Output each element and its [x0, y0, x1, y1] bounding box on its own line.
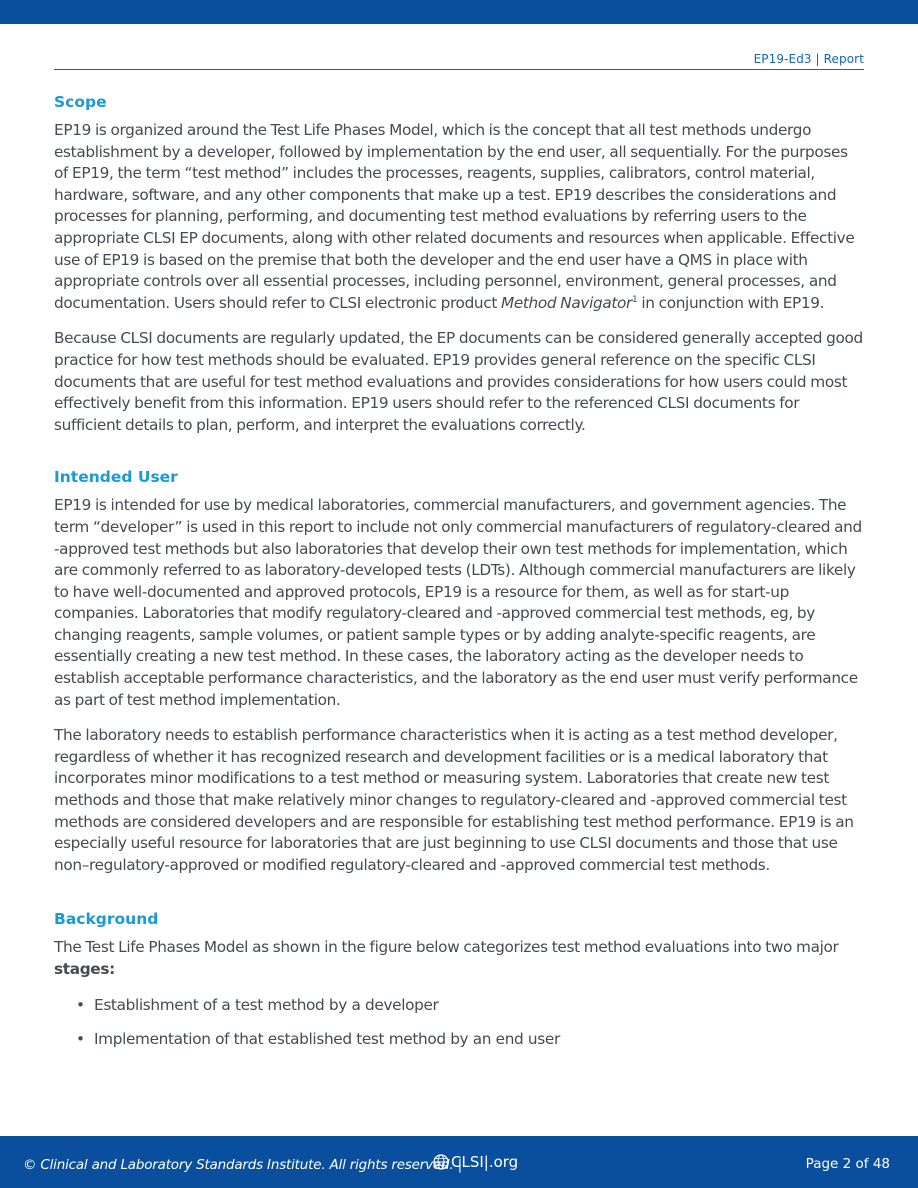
background-heading: Background — [54, 910, 159, 929]
intended-user-paragraph-2: The laboratory needs to establish performance characteristics when it is acting as a test method developer, regardless of whether it has recognized research and development facilities or is a medical laboratory that incorporates minor modifications to a test method or measuring system. Laboratories that create new test methods and those that make relatively minor changes to regulatory-cleared and -approved commercial test methods are considered developers and are responsible for establishing test method performance. EP19 is an especially useful resource for laboratories that are just beginning to use CLSI documents and those that use non–regulatory-approved or modified regulatory-cleared and -approved commercial test methods. — [54, 726, 854, 874]
intended-user-heading: Intended User — [54, 468, 178, 487]
reference-superscript: 1 — [631, 294, 638, 305]
page-footer — [0, 1136, 918, 1188]
header-divider — [54, 69, 864, 70]
list-spacer — [54, 1016, 864, 1029]
scope-p1-end: in conjunction with EP19. — [637, 293, 825, 312]
scope-paragraph-1 — [54, 120, 864, 314]
logo-suffix: |.org — [483, 1153, 519, 1171]
scope-heading: Scope — [54, 93, 107, 111]
bullet-icon: • — [76, 995, 85, 1014]
stages-bold: stages: — [54, 960, 115, 978]
stages-list — [54, 995, 864, 1051]
background-paragraph-1 — [54, 937, 864, 980]
copyright-text: © Clinical and Laboratory Standards Institute. All rights reserved. | — [23, 1157, 462, 1173]
top-brand-bar — [0, 0, 918, 24]
scope-paragraph-2: Because CLSI documents are regularly updated, the EP documents can be considered generally accepted good practice for how test methods should be evaluated. EP19 provides general reference on the specific CLSI documents that are useful for test method evaluations and provides considerations for how users could most effectively benefit from this information. EP19 users should refer to the referenced CLSI documents for sufficient details to plan, perform, and interpret the evaluations correctly. — [54, 329, 863, 434]
page-number: Page 2 of 48 — [805, 1156, 890, 1172]
logo-text: CLSI — [451, 1153, 484, 1171]
method-navigator-title: Method Navigator — [501, 293, 632, 312]
list-item — [54, 995, 864, 1017]
bullet-icon: • — [76, 1030, 85, 1049]
list-item-text: Establishment of a test method by a developer — [94, 995, 439, 1014]
clsi-logo[interactable] — [432, 1153, 518, 1171]
list-item-text: Implementation of that established test method by an end user — [94, 1030, 560, 1049]
list-item — [54, 1029, 864, 1051]
globe-icon — [432, 1153, 450, 1171]
document-label: EP19-Ed3 | Report — [753, 52, 864, 66]
intended-user-paragraph-1: EP19 is intended for use by medical laboratories, commercial manufacturers, and government agencies. The term “developer” is used in this report to include not only commercial manufacturers of regulatory-cleared and -approved test methods but also laboratories that develop their own test methods for implementation, which are commonly referred to as laboratory-developed tests (LDTs). Although commercial manufacturers are likely to have well-documented and approved protocols, EP19 is a resource for them, as well as for start-up companies. Laboratories that modify regulatory-cleared and -approved commercial test methods, eg, by changing reagents, sample volumes, or patient sample types or by adding analyte-specific reagents, are essentially creating a new test method. In these cases, the laboratory acting as the developer needs to establish acceptable performance characteristics, and the laboratory as the end user must verify performance as part of test method implementation. — [54, 496, 862, 709]
page-body — [54, 90, 864, 1051]
scope-p1-text: EP19 is organized around the Test Life Phases Model, which is the concept that all test methods undergo establishment by a developer, followed by implementation by the end user, all sequentially. For the purposes of EP19, the term “test method” includes the processes, reagents, supplies, calibrators, control material, hardware, software, and any other components that make up a test. EP19 describes the considerations and processes for planning, performing, and documenting test method evaluations by referring users to the appropriate CLSI EP documents, along with other related documents and resources when applicable. Effective use of EP19 is based on the premise that both the developer and the end user have a QMS in place with appropriate controls over all essential processes, including personnel, environment, general processes, and documentation. Users should refer to CLSI electronic product — [54, 121, 855, 312]
background-p1-text: The Test Life Phases Model as shown in the figure below categorizes test method evaluations into two major — [54, 938, 839, 957]
